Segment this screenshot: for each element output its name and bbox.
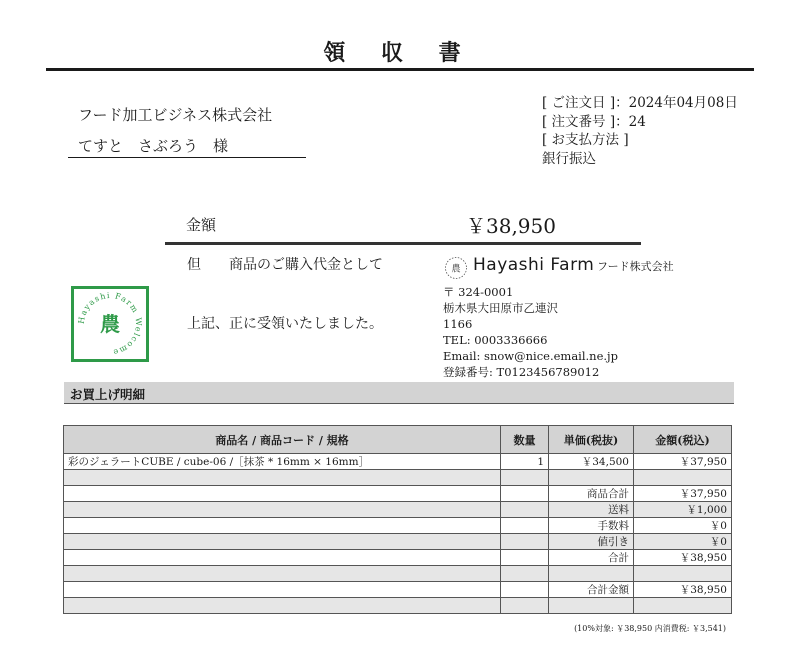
- farm-stamp: [71, 286, 149, 362]
- summary-row-shipping: [64, 502, 732, 518]
- header-unit-price: 単価(税抜): [549, 426, 634, 454]
- item-name: 彩のジェラートCUBE / cube-06 /［抹茶 * 16mm × 16mm］: [64, 454, 501, 470]
- amount-divider: [165, 242, 641, 245]
- summary-row-fee: [64, 518, 732, 534]
- stamp-character: 農: [100, 312, 120, 336]
- logo-character: 農: [451, 264, 461, 275]
- brand-name: Hayashi Farm: [473, 255, 595, 275]
- payment-method: 銀行振込: [542, 150, 596, 167]
- document-title: 領 収 書: [323, 40, 475, 66]
- summary-label: 合計: [549, 550, 634, 566]
- order-number: [ 注文番号 ]：24: [542, 113, 646, 130]
- summary-value: ￥0: [634, 534, 732, 550]
- seller-email: Email: snow@nice.email.ne.jp: [443, 349, 618, 363]
- item-quantity: 1: [501, 454, 549, 470]
- farm-logo-icon: [444, 256, 468, 280]
- purchase-details-header: [64, 382, 734, 404]
- summary-row-discount: [64, 534, 732, 550]
- seller-address-2: 1166: [443, 317, 473, 331]
- title-divider: [46, 68, 754, 71]
- tax-footnote: (10%対象: ￥38,950 内消費税: ￥3,541): [574, 624, 726, 633]
- customer-name: てすと さぶろう 様: [78, 137, 229, 155]
- seller-address-1: 栃木県大田原市乙連沢: [443, 301, 558, 315]
- amount-label: 金額: [186, 216, 217, 234]
- stamp-ring-text: Hayashi Farm Welcome: [76, 290, 144, 357]
- amount-value: ￥38,950: [466, 214, 556, 238]
- order-date: [ ご注文日 ]：2024年04月08日: [542, 95, 738, 111]
- header-quantity: 数量: [501, 426, 549, 454]
- seller-details: [443, 284, 618, 380]
- summary-row-subtotal: [64, 486, 732, 502]
- payment-method-label: [ お支払方法 ]: [542, 132, 629, 148]
- header-product: 商品名 / 商品コード / 規格: [64, 426, 501, 454]
- seller-tel: TEL: 0003336666: [443, 333, 548, 347]
- header-amount: 金額(税込): [634, 426, 732, 454]
- table-header-row: [64, 426, 732, 454]
- seller-registration: 登録番号: T0123456789012: [443, 365, 600, 379]
- receipt-purpose: 但 商品のご購入代金として: [187, 257, 383, 273]
- summary-row-total: [64, 550, 732, 566]
- summary-label: 送料: [549, 502, 634, 518]
- grand-total-row: [64, 582, 732, 598]
- items-table: [63, 425, 732, 614]
- empty-row: [64, 566, 732, 582]
- seller-company: フード株式会社: [597, 260, 674, 273]
- seller-postal: 〒 324-0001: [443, 285, 514, 299]
- order-info: [542, 94, 738, 168]
- section-title: お買上げ明細: [70, 387, 146, 402]
- summary-value: ￥38,950: [634, 550, 732, 566]
- customer-company: フード加工ビジネス株式会社: [78, 106, 273, 124]
- summary-value: ￥0: [634, 518, 732, 534]
- empty-row: [64, 470, 732, 486]
- summary-label: 値引き: [549, 534, 634, 550]
- summary-label: 商品合計: [549, 486, 634, 502]
- customer-underline: [68, 157, 306, 158]
- grand-total-label: 合計金額: [549, 582, 634, 598]
- empty-row: [64, 598, 732, 614]
- summary-value: ￥1,000: [634, 502, 732, 518]
- grand-total-value: ￥38,950: [634, 582, 732, 598]
- item-amount: ￥37,950: [634, 454, 732, 470]
- item-row: [64, 454, 732, 470]
- summary-value: ￥37,950: [634, 486, 732, 502]
- item-unit-price: ￥34,500: [549, 454, 634, 470]
- summary-label: 手数料: [549, 518, 634, 534]
- stamp-emblem: [74, 289, 146, 359]
- receipt-confirmation: 上記、正に受領いたしました。: [187, 316, 383, 332]
